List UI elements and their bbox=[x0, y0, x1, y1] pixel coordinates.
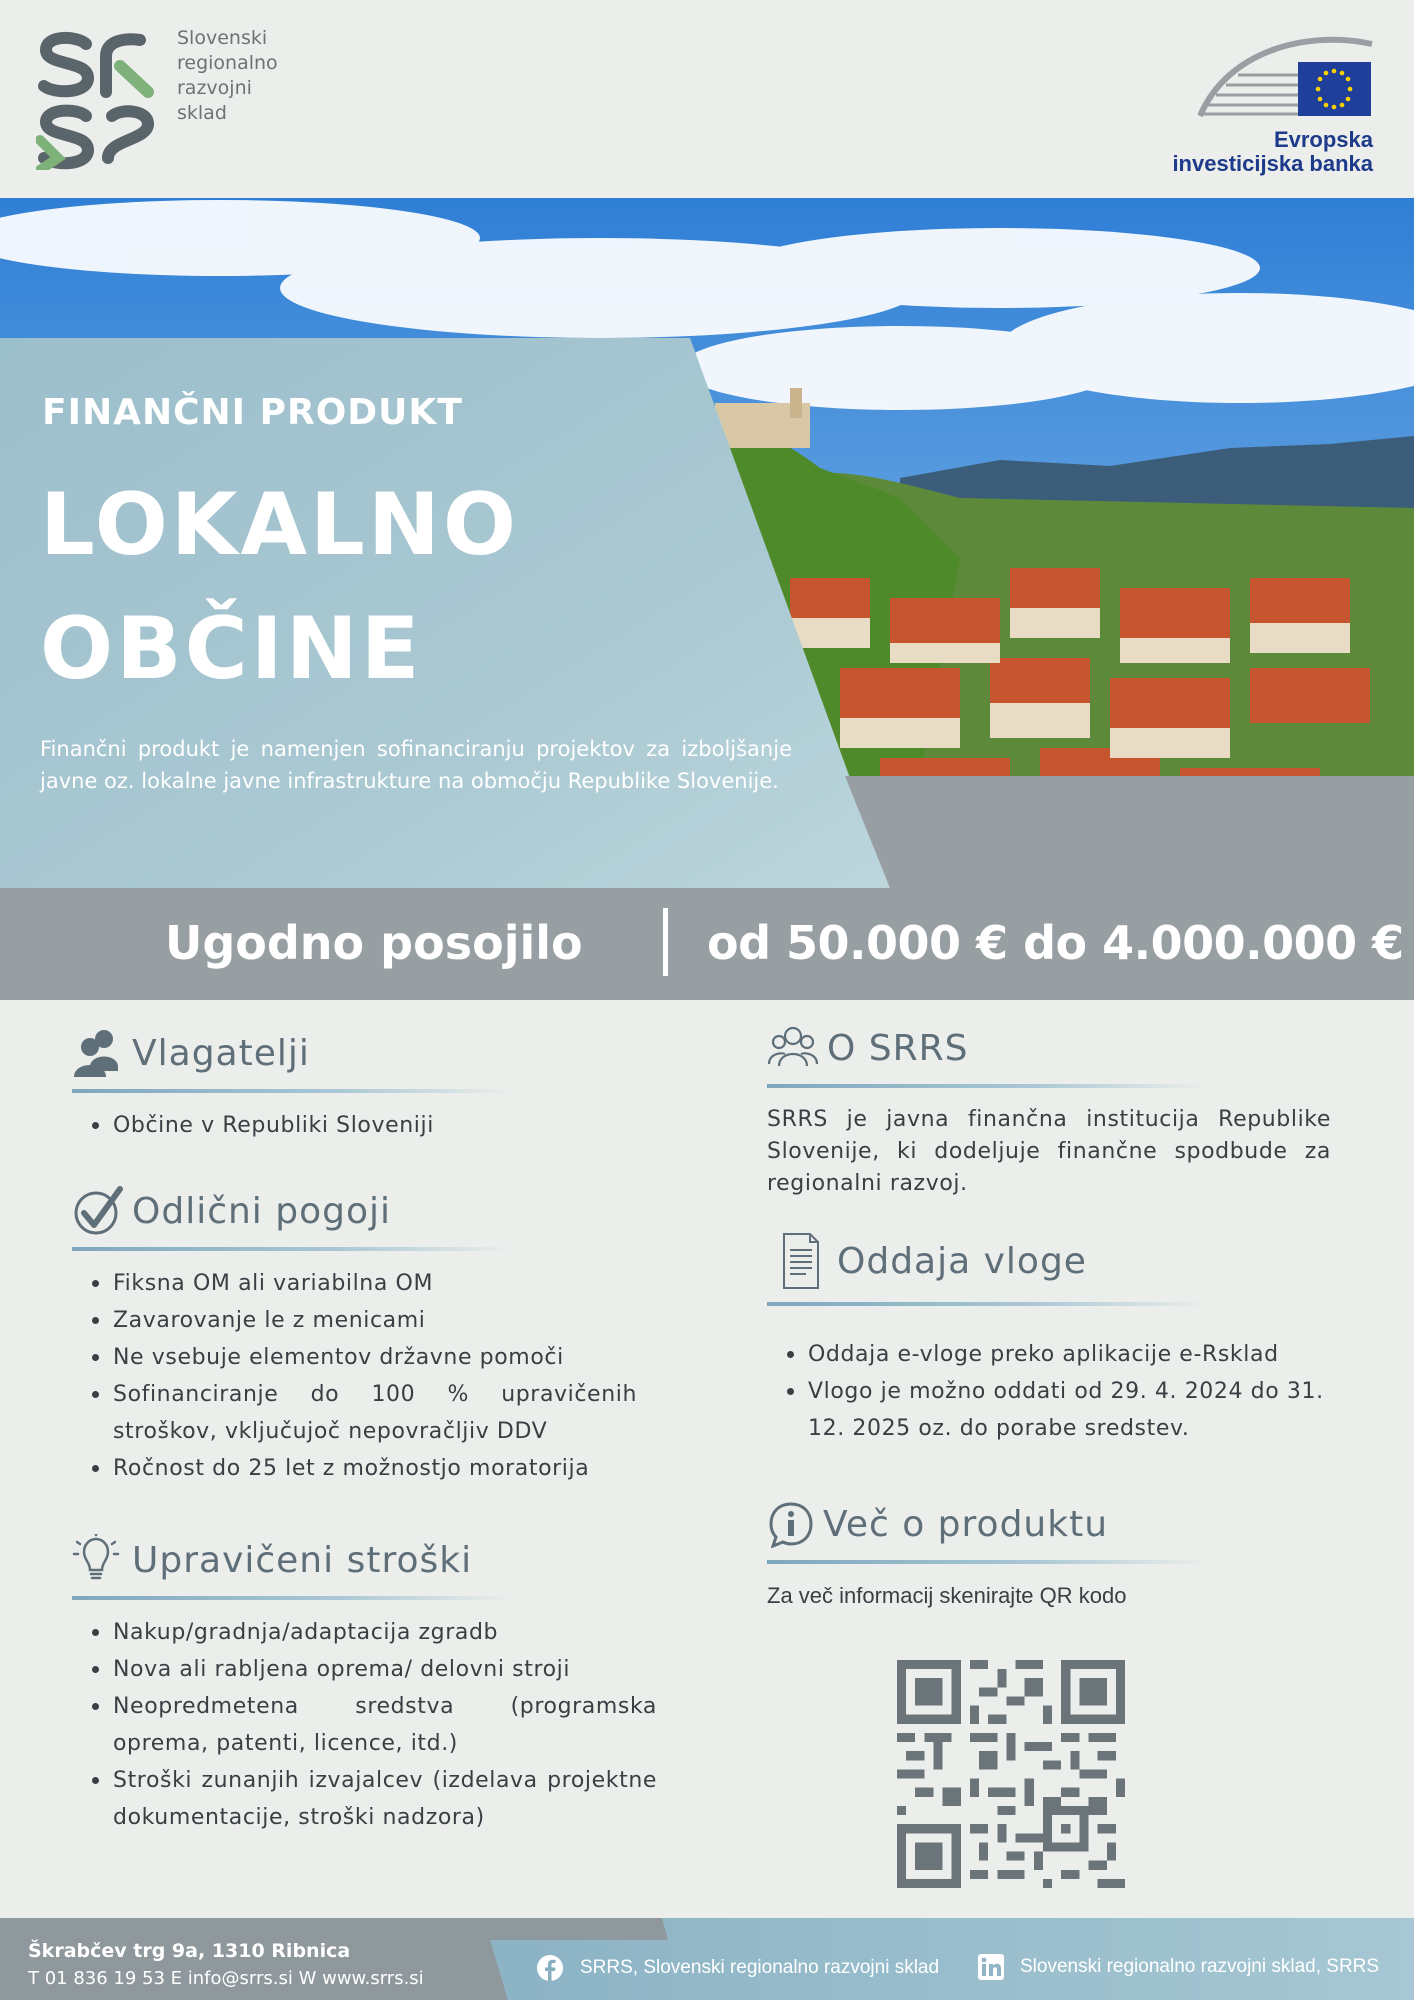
section-stroski bbox=[72, 1532, 657, 1836]
loan-range: od 50.000 € do 4.000.000 € bbox=[707, 916, 1404, 970]
bullet-list bbox=[72, 1265, 637, 1487]
eib-name: Evropska investicijska banka bbox=[1172, 127, 1373, 176]
linkedin-icon bbox=[978, 1954, 1004, 1980]
list-item: Ne vsebuje elementov državne pomoči bbox=[72, 1339, 637, 1376]
list-item: Oddaja e-vloge preko aplikacije e-Rsklad bbox=[767, 1336, 1331, 1373]
section-text: SRRS je javna finančna institucija Republike Slovenije, ki dodeljuje finančne spodbude za regionalni razvoj. bbox=[767, 1107, 1331, 1196]
section-underline bbox=[767, 1302, 1207, 1306]
header bbox=[0, 0, 1414, 198]
list-item: Zavarovanje le z menicami bbox=[72, 1302, 637, 1339]
qr-code[interactable] bbox=[897, 1660, 1125, 1888]
list-item: Ročnost do 25 let z možnostjo moratorija bbox=[72, 1450, 637, 1487]
footer bbox=[0, 1918, 1414, 2000]
product-title: LOKALNO OBČINE bbox=[40, 475, 519, 699]
section-oddaja bbox=[767, 1228, 1331, 1447]
band-divider bbox=[663, 908, 668, 976]
section-pogoji bbox=[72, 1183, 657, 1487]
facebook-label: SRRS, Slovenski regionalno razvojni sklad bbox=[580, 1957, 940, 1978]
section-underline bbox=[767, 1084, 1207, 1088]
section-title: Vlagatelji bbox=[132, 1032, 310, 1074]
bullet-list bbox=[767, 1336, 1331, 1447]
section-title: O SRRS bbox=[827, 1027, 969, 1069]
section-title: Upravičeni stroški bbox=[132, 1539, 473, 1581]
section-title: Oddaja vloge bbox=[837, 1240, 1087, 1282]
footer-address: Škrabčev trg 9a, 1310 Ribnica bbox=[28, 1940, 351, 1962]
section-text: Za več informacij skenirajte QR kodo bbox=[767, 1583, 1127, 1608]
product-description: Finančni produkt je namenjen sofinanciranju projektov za izboljšanje javne oz. lokalne javne infrastrukture na območju Republike Slovenije. bbox=[40, 737, 792, 793]
section-underline bbox=[767, 1560, 1207, 1564]
section-title: Več o produktu bbox=[823, 1503, 1109, 1545]
document-icon bbox=[767, 1230, 829, 1292]
product-eyebrow: FINANČNI PRODUKT bbox=[42, 392, 463, 433]
group-icon bbox=[767, 1022, 819, 1074]
section-o-srrs bbox=[767, 1020, 1331, 1200]
section-underline bbox=[72, 1247, 512, 1251]
facebook-link[interactable] bbox=[536, 1954, 939, 1982]
section-title: Odlični pogoji bbox=[132, 1190, 392, 1232]
footer-contact[interactable]: T 01 836 19 53 E info@srrs.si W www.srrs.si bbox=[28, 1968, 424, 1989]
list-item: Fiksna OM ali variabilna OM bbox=[72, 1265, 637, 1302]
lightbulb-icon bbox=[72, 1534, 124, 1586]
srrs-name: Slovenski regionalno razvojni sklad bbox=[177, 27, 278, 124]
list-item: Nakup/gradnja/adaptacija zgradb bbox=[72, 1614, 657, 1651]
loan-band bbox=[0, 888, 1414, 1000]
section-underline bbox=[72, 1089, 512, 1093]
srrs-logo bbox=[36, 30, 158, 170]
list-item: Nova ali rabljena oprema/ delovni stroji bbox=[72, 1651, 657, 1688]
loan-label: Ugodno posojilo bbox=[165, 916, 583, 970]
eib-logo bbox=[1198, 30, 1373, 120]
section-underline bbox=[72, 1596, 512, 1600]
linkedin-label: Slovenski regionalno razvojni sklad, SRRS bbox=[1020, 1956, 1380, 1977]
list-item: Neopredmetena sredstva (programska oprema, patenti, licence, itd.) bbox=[72, 1688, 657, 1762]
users-icon bbox=[72, 1027, 124, 1079]
facebook-icon bbox=[536, 1954, 564, 1982]
checkmark-icon bbox=[72, 1185, 124, 1237]
bullet-list bbox=[72, 1107, 512, 1144]
list-item: Vlogo je možno oddati od 29. 4. 2024 do 31. 12. 2025 oz. do porabe sredstev. bbox=[767, 1373, 1331, 1447]
linkedin-link[interactable] bbox=[978, 1954, 1379, 1980]
list-item: Sofinanciranje do 100 % upravičenih stroškov, vključujoč nepovračljiv DDV bbox=[72, 1376, 637, 1450]
list-item: Stroški zunanjih izvajalcev (izdelava projektne dokumentacije, stroški nadzora) bbox=[72, 1762, 657, 1836]
section-vlagatelji bbox=[72, 1025, 512, 1144]
info-icon bbox=[767, 1500, 815, 1548]
bullet-list bbox=[72, 1614, 657, 1836]
list-item: Občine v Republiki Sloveniji bbox=[72, 1107, 512, 1144]
hero-banner bbox=[0, 198, 1414, 888]
section-vec bbox=[767, 1496, 1331, 1612]
